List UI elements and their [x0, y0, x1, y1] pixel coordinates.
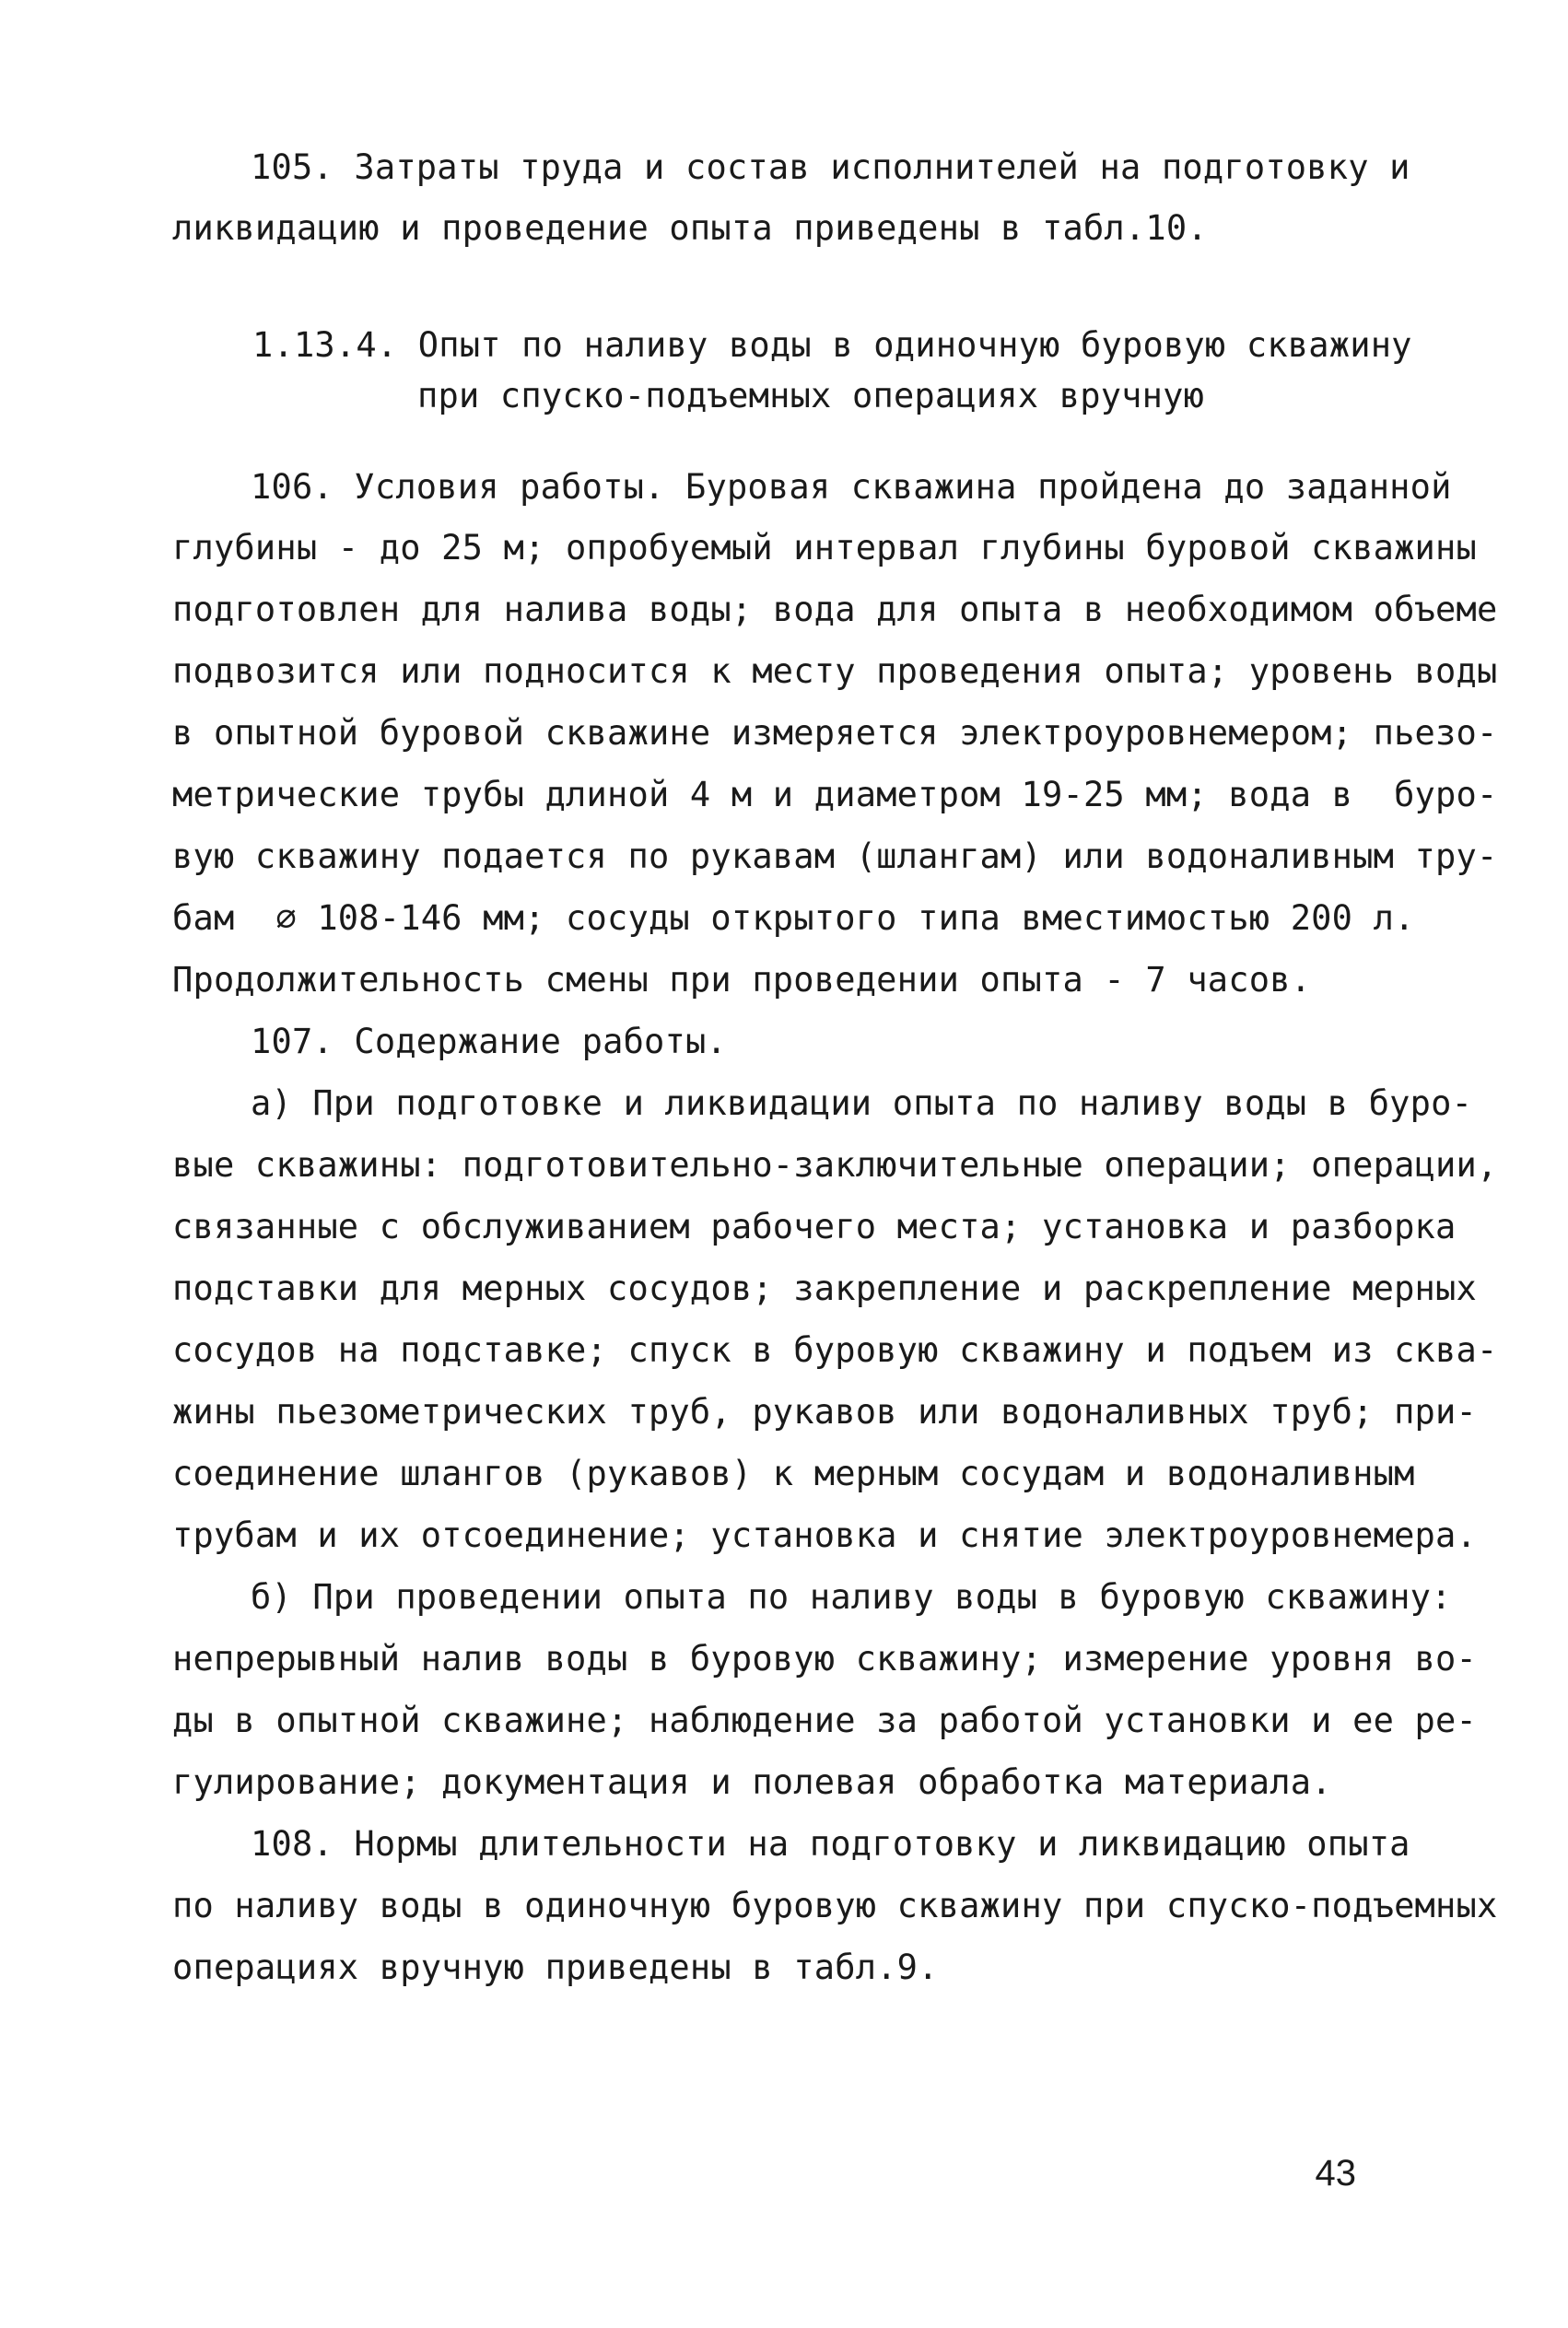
paragraph-108-line-2: по наливу воды в одиночную буровую скважину при спуско-подъемных	[172, 1886, 1498, 1925]
paragraph-107b-line-1: б) При проведении опыта по наливу воды в буровую скважину:	[251, 1577, 1452, 1617]
paragraph-107a-line-6: жины пьезометрических труб, рукавов или водоналивных труб; при-	[172, 1392, 1477, 1432]
paragraph-107a-line-7: соединение шлангов (рукавов) к мерным сосудам и водоналивным	[172, 1454, 1415, 1493]
paragraph-107b-line-4: гулирование; документация и полевая обработка материала.	[172, 1762, 1332, 1802]
paragraph-107a-line-4: подставки для мерных сосудов; закрепление и раскрепление мерных	[172, 1269, 1477, 1308]
paragraph-106-line-9: Продолжительность смены при проведении опыта - 7 часов.	[172, 960, 1312, 1000]
paragraph-105-line-1: 105. Затраты труда и состав исполнителей на подготовку и	[251, 147, 1410, 187]
page-number: 43	[1315, 2153, 1356, 2193]
paragraph-106-line-2: глубины - до 25 м; опробуемый интервал глубины буровой скважины	[172, 528, 1477, 567]
paragraph-107b-line-3: ды в опытной скважине; наблюдение за работой установки и ее ре-	[172, 1701, 1477, 1740]
paragraph-107a-line-5: сосудов на подставке; спуск в буровую скважину и подъем из сква-	[172, 1330, 1498, 1370]
paragraph-108-line-1: 108. Нормы длительности на подготовку и ликвидацию опыта	[251, 1824, 1410, 1864]
paragraph-106-line-3: подготовлен для налива воды; вода для опыта в необходимом объеме	[172, 590, 1498, 629]
paragraph-107a-line-8: трубам и их отсоединение; установка и снятие электроуровнемера.	[172, 1515, 1477, 1555]
paragraph-106-line-7: вую скважину подается по рукавам (шлангам) или водоналивным тру-	[172, 836, 1498, 876]
paragraph-107-heading: 107. Содержание работы.	[251, 1022, 727, 1061]
section-heading-line-2: при спуско-подъемных операциях вручную	[417, 376, 1205, 415]
paragraph-107a-line-1: а) При подготовке и ликвидации опыта по наливу воды в буро-	[251, 1083, 1473, 1123]
section-heading-line-1: 1.13.4. Опыт по наливу воды в одиночную буровую скважину	[252, 325, 1412, 365]
paragraph-107b-line-2: непрерывный налив воды в буровую скважину; измерение уровня во-	[172, 1639, 1477, 1679]
paragraph-108-line-3: операциях вручную приведены в табл.9.	[172, 1948, 939, 1987]
paragraph-107a-line-2: вые скважины: подготовительно-заключительные операции; операции,	[172, 1145, 1498, 1185]
paragraph-105-line-2: ликвидацию и проведение опыта приведены в табл.10.	[172, 208, 1208, 248]
paragraph-106-line-8: бам ∅ 108-146 мм; сосуды открытого типа вместимостью 200 л.	[172, 898, 1415, 938]
paragraph-106-line-6: метрические трубы длиной 4 м и диаметром 19-25 мм; вода в буро-	[172, 775, 1498, 814]
paragraph-106-line-4: подвозится или подносится к месту проведения опыта; уровень воды	[172, 651, 1498, 691]
paragraph-106-line-5: в опытной буровой скважине измеряется электроуровнемером; пьезо-	[172, 713, 1498, 753]
paragraph-107a-line-3: связанные с обслуживанием рабочего места; установка и разборка	[172, 1207, 1457, 1246]
paragraph-106-line-1: 106. Условия работы. Буровая скважина пройдена до заданной	[251, 467, 1452, 507]
